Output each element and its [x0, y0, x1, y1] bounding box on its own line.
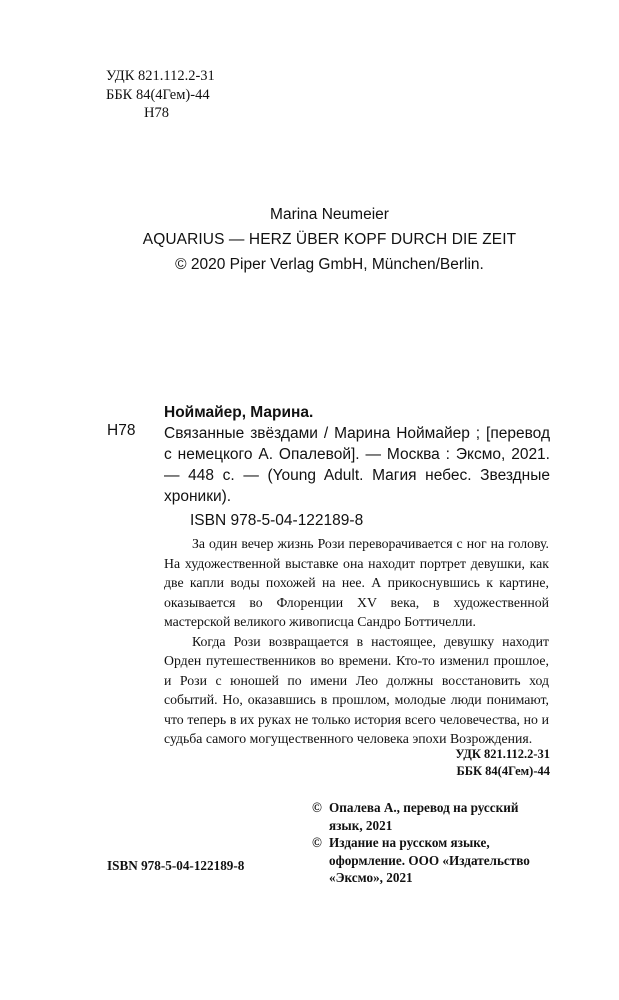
bbk-code: ББК 84(4Гем)-44 — [106, 86, 210, 103]
catalog-isbn: ISBN 978-5-04-122189-8 — [190, 512, 364, 529]
copyright-edition: Издание на русском языке, оформление. ООО «Издательство «Эксмо», 2021 — [329, 835, 530, 885]
annotation — [164, 534, 549, 749]
annotation-paragraph-1: За один вечер жизнь Рози переворачивается с ног на голову. На художественной выставке она находит портрет девушки, как две капли воды похожей на нее. А прикоснувшись к картине, оказывается во Флоренции XV века, в художественной мастерской великого живописца Сандро Боттичелли. — [164, 536, 549, 629]
catalog-description: Связанные звёздами / Марина Ноймайер ; [перевод с немецкого А. Опалевой]. — Москва : Эксмо, 2021. — 448 с. — (Young Adult. Магия небес. Звездные хроники). — [164, 425, 550, 505]
udk-code: УДК 821.112.2-31 — [106, 68, 215, 84]
original-author: Marina Neumeier — [270, 206, 389, 223]
original-title: AQUARIUS — HERZ ÜBER KOPF DURCH DIE ZEIT — [142, 231, 517, 248]
copyright-translation: Опалева А., перевод на русский язык, 2021 — [329, 800, 519, 833]
catalog-entry — [164, 402, 550, 507]
author-mark: Н78 — [144, 105, 169, 121]
udk-header — [106, 67, 215, 123]
annotation-paragraph-2: Когда Рози возвращается в настоящее, девушку находит Орден путешественников во времени. Кто-то изменил прошлое, и Рози с юношей по имени Лео должны восстановить ход событий. Но, оказавшись в прошлом, молодые люди понимают, что теперь в их руках не только история всего человечества, но и судьба самого могущественного человека эпохи Возрождения. — [164, 633, 549, 746]
copyright-translation-line — [312, 799, 552, 834]
footer-isbn: ISBN 978-5-04-122189-8 — [107, 858, 245, 873]
catalog-author: Ноймайер, Марина. — [164, 404, 314, 421]
footer-udk-code: УДК 821.112.2-31 — [455, 747, 550, 761]
footer-bbk-code: ББК 84(4Гем)-44 — [456, 764, 550, 778]
catalog-mark: Н78 — [107, 422, 136, 439]
copyright-block — [312, 799, 552, 887]
copyright-edition-line — [312, 834, 552, 887]
copyright-symbol: © — [312, 800, 322, 815]
udk-footer — [420, 746, 550, 780]
copyright-symbol: © — [312, 835, 322, 850]
original-copyright: © 2020 Piper Verlag GmbH, München/Berlin. — [175, 256, 484, 273]
